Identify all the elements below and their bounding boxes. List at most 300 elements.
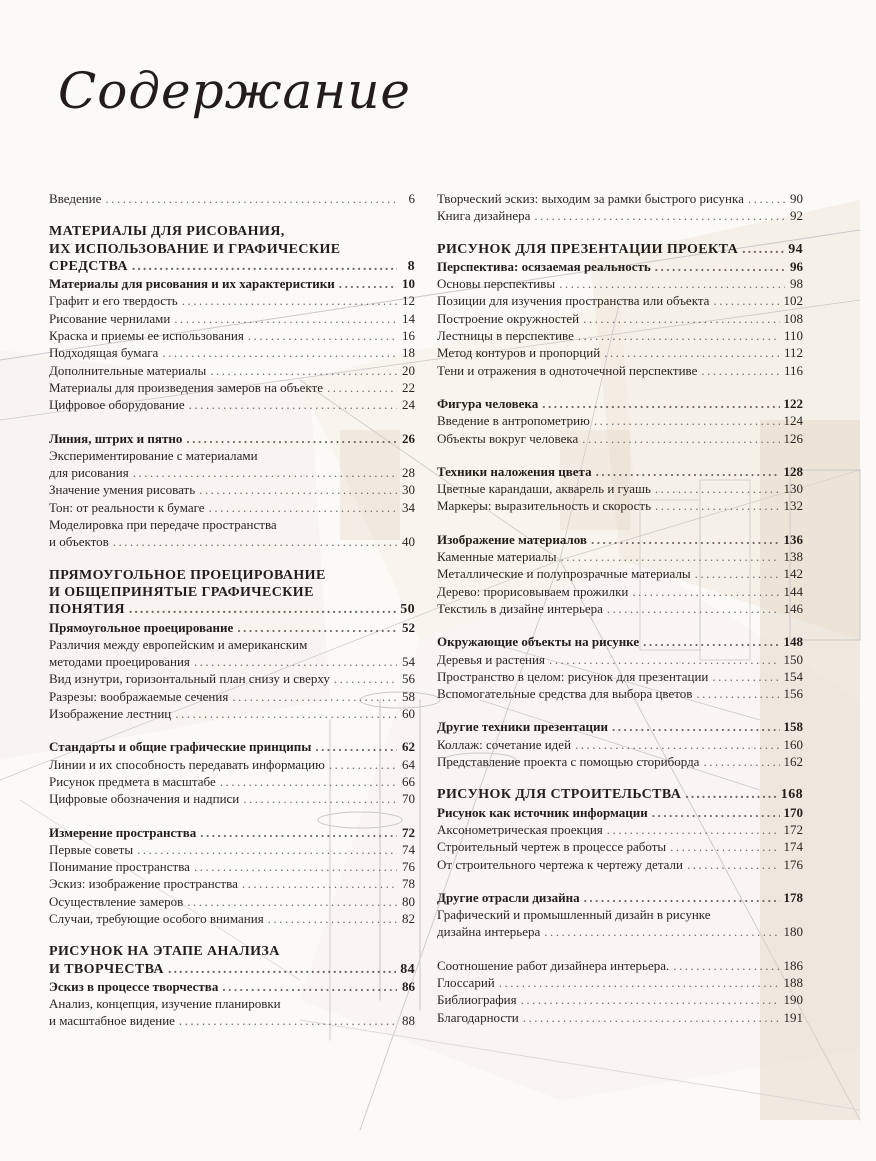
toc-entry[interactable]: [437, 906, 803, 941]
toc-entry-title: Аксонометрическая проекция: [437, 821, 603, 837]
toc-page-number: 22: [402, 379, 415, 395]
toc-entry-title: ИХ ИСПОЛЬЗОВАНИЕ И ГРАФИЧЕСКИЕ: [49, 241, 341, 257]
toc-page-number: 92: [790, 208, 803, 224]
dot-leader: [174, 310, 397, 327]
toc-entry[interactable]: [437, 838, 803, 855]
toc-entry-title: И ОБЩЕПРИНЯТЫЕ ГРАФИЧЕСКИЕ: [49, 584, 314, 600]
dot-leader: [248, 327, 397, 344]
toc-entry[interactable]: [437, 190, 803, 207]
page-title: Содержание: [58, 62, 412, 120]
dot-leader: [748, 190, 785, 207]
toc-entry[interactable]: [437, 633, 803, 650]
dot-leader: [168, 961, 396, 978]
toc-page-number: 76: [402, 859, 415, 875]
toc-entry[interactable]: [437, 821, 803, 838]
toc-entry-title: Понимание пространства: [49, 859, 190, 875]
toc-entry[interactable]: [49, 292, 415, 309]
toc-entry[interactable]: [49, 773, 415, 790]
dot-leader: [175, 705, 397, 722]
toc-entry[interactable]: [49, 516, 415, 551]
toc-entry[interactable]: [49, 705, 415, 722]
dot-leader: [534, 207, 785, 224]
toc-entry[interactable]: [437, 241, 803, 258]
toc-entry[interactable]: [437, 480, 803, 497]
dot-leader: [604, 344, 780, 361]
toc-page-number: 72: [402, 824, 415, 840]
toc-page-number: 102: [783, 293, 803, 309]
toc-entry[interactable]: [437, 395, 803, 412]
toc-entry-title: Подходящая бумага: [49, 345, 159, 361]
toc-entry[interactable]: [49, 379, 415, 396]
toc-entry-title: ПОНЯТИЯ: [49, 602, 125, 618]
toc-page-number: 82: [402, 910, 415, 926]
toc-entry-title: МАТЕРИАЛЫ ДЛЯ РИСОВАНИЯ,: [49, 224, 285, 240]
toc-entry[interactable]: [49, 824, 415, 841]
dot-leader: [242, 875, 397, 892]
toc-entry-title: Цветные карандаши, акварель и гуашь: [437, 481, 651, 497]
dot-leader: [133, 464, 397, 481]
toc-page-number: 191: [783, 1009, 803, 1025]
dot-leader: [209, 499, 397, 516]
toc-page-number: 158: [783, 719, 803, 735]
toc-entry-title: Материалы для рисования и их характеристики: [49, 276, 335, 292]
toc-entry[interactable]: [49, 327, 415, 344]
toc-page-number: 58: [402, 688, 415, 704]
toc-entry[interactable]: [49, 619, 415, 636]
toc-entry[interactable]: [437, 991, 803, 1008]
toc-entry[interactable]: [49, 670, 415, 687]
dot-leader: [591, 531, 780, 548]
toc-entry[interactable]: [437, 1009, 803, 1026]
toc-entry-title: РИСУНОК ДЛЯ СТРОИТЕЛЬСТВА: [437, 787, 682, 803]
toc-entry-title: Техники наложения цвета: [437, 463, 592, 479]
toc-entry[interactable]: [437, 583, 803, 600]
toc-page-number: 172: [783, 821, 803, 837]
toc-entry-title: Краска и приемы ее использования: [49, 328, 244, 344]
toc-page-number: 146: [783, 600, 803, 616]
toc-entry-title: и масштабное видение: [49, 1013, 175, 1029]
toc-entry-title: Построение окружностей: [437, 310, 580, 326]
toc-entry-title: Благодарности: [437, 1009, 519, 1025]
toc-page-number: 188: [783, 974, 803, 990]
toc-page-number: 62: [402, 739, 415, 755]
toc-entry[interactable]: [437, 685, 803, 702]
dot-leader: [695, 565, 780, 582]
toc-entry-title: Введение: [49, 191, 102, 206]
toc-entry-title: и объектов: [49, 534, 109, 550]
dot-leader: [561, 548, 780, 565]
dot-leader: [655, 258, 785, 275]
toc-entry-title: Линии и их способность передавать информацию: [49, 756, 325, 772]
toc-entry-title: Коллаж: сочетание идей: [437, 736, 572, 752]
toc-entry[interactable]: [49, 738, 415, 755]
toc-entry[interactable]: [437, 275, 803, 292]
toc-entry-title: Графический и промышленный дизайн в рисунке: [437, 907, 711, 923]
toc-entry-title: Библиография: [437, 992, 517, 1008]
dot-leader: [194, 653, 397, 670]
dot-leader: [105, 190, 397, 207]
toc-entry-title: для рисования: [49, 465, 129, 481]
toc-page-number: 180: [783, 924, 803, 940]
toc-entry[interactable]: [437, 600, 803, 617]
toc-page-number: 30: [402, 482, 415, 498]
dot-leader: [210, 362, 397, 379]
toc-entry[interactable]: [437, 957, 803, 974]
toc-page-number: 56: [402, 671, 415, 687]
toc-entry-title: Деревья и растения: [437, 651, 545, 667]
toc-entry[interactable]: [437, 548, 803, 565]
dot-leader: [632, 583, 779, 600]
toc-page-number: 148: [783, 634, 803, 650]
toc-entry[interactable]: [49, 756, 415, 773]
toc-entry-title: Другие отрасли дизайна: [437, 889, 580, 905]
toc-page-number: 52: [402, 619, 415, 635]
dot-leader: [182, 292, 397, 309]
toc-entry-title: Эскиз в процессе творчества: [49, 978, 219, 994]
toc-entry[interactable]: [437, 856, 803, 873]
dot-leader: [655, 497, 779, 514]
dot-leader: [549, 651, 780, 668]
toc-entry-title: Случаи, требующие особого внимания: [49, 910, 264, 926]
toc-page-number: 144: [783, 583, 803, 599]
toc-page-number: 108: [783, 310, 803, 326]
toc-entry[interactable]: [49, 223, 415, 275]
toc-page-number: 78: [402, 876, 415, 892]
dot-leader: [334, 670, 397, 687]
toc-page-number: 54: [402, 654, 415, 670]
toc-right-column: [437, 190, 803, 1026]
toc-entry-title: Измерение пространства: [49, 824, 197, 840]
toc-entry[interactable]: [437, 565, 803, 582]
dot-leader: [162, 344, 397, 361]
toc-entry[interactable]: [49, 567, 415, 619]
dot-leader: [186, 430, 397, 447]
toc-entry-title: Соотношение работ дизайнера интерьера.: [437, 957, 670, 973]
toc-page-number: 18: [402, 345, 415, 361]
toc-entry-title: Дерево: прорисовываем прожилки: [437, 583, 629, 599]
dot-leader: [670, 838, 779, 855]
toc-entry-title: Эскиз: изображение пространства: [49, 876, 238, 892]
toc-entry-title: Прямоугольное проецирование: [49, 619, 234, 635]
dot-leader: [584, 889, 780, 906]
dot-leader: [339, 275, 397, 292]
toc-page-number: 130: [783, 481, 803, 497]
toc-page-number: 128: [783, 463, 803, 479]
toc-entry-title: Основы перспективы: [437, 276, 556, 292]
dot-leader: [132, 258, 397, 275]
toc-entry[interactable]: [437, 786, 803, 803]
toc-page-number: 12: [402, 293, 415, 309]
toc-entry-title: Изображение материалов: [437, 531, 587, 547]
toc-page-number: 84: [400, 961, 415, 977]
toc-entry-title: Перспектива: осязаемая реальность: [437, 258, 651, 274]
dot-leader: [607, 600, 780, 617]
toc-page-number: 26: [402, 430, 415, 446]
toc-page-number: 186: [783, 957, 803, 973]
toc-entry[interactable]: [49, 430, 415, 447]
toc-entry-title: дизайна интерьера: [437, 924, 541, 940]
dot-leader: [187, 893, 397, 910]
dot-leader: [701, 362, 780, 379]
toc-page-number: 64: [402, 756, 415, 772]
toc-entry-title: Глоссарий: [437, 974, 495, 990]
toc-entry-title: Цифровые обозначения и надписи: [49, 791, 240, 807]
toc-entry-title: Вид изнутри, горизонтальный план снизу и сверху: [49, 671, 330, 687]
toc-page-number: 136: [783, 531, 803, 547]
toc-entry[interactable]: [437, 327, 803, 344]
toc-page-number: 70: [402, 791, 415, 807]
dot-leader: [327, 379, 397, 396]
toc-entry[interactable]: [437, 804, 803, 821]
toc-entry[interactable]: [49, 344, 415, 361]
toc-page-number: 94: [788, 241, 803, 257]
toc-page-number: 190: [783, 992, 803, 1008]
toc-page-number: 162: [783, 754, 803, 770]
toc-entry[interactable]: [437, 207, 803, 224]
toc-entry[interactable]: [49, 190, 415, 207]
toc-page-number: 24: [402, 397, 415, 413]
toc-entry-title: Разрезы: воображаемые сечения: [49, 688, 229, 704]
toc-entry-title: От строительного чертежа к чертежу детали: [437, 856, 683, 872]
toc-entry[interactable]: [437, 889, 803, 906]
dot-leader: [687, 856, 780, 873]
dot-leader: [199, 481, 397, 498]
toc-page-number: 66: [402, 773, 415, 789]
toc-entry-title: Вспомогательные средства для выбора цветов: [437, 686, 693, 702]
toc-page-number: 86: [402, 978, 415, 994]
toc-entry-title: Тени и отражения в одноточечной перспективе: [437, 362, 698, 378]
toc-page-number: 132: [783, 498, 803, 514]
toc-page-number: 138: [783, 549, 803, 565]
toc-page-number: 122: [783, 395, 803, 411]
toc-entry[interactable]: [49, 841, 415, 858]
toc-page-number: 88: [402, 1013, 415, 1029]
toc-page-number: 110: [783, 328, 803, 344]
toc-entry[interactable]: [49, 396, 415, 413]
toc-entry-title: СРЕДСТВА: [49, 258, 128, 274]
toc-page-number: 112: [783, 345, 803, 361]
dot-leader: [179, 1012, 397, 1029]
toc-entry-title: Экспериментирование с материалами: [49, 447, 258, 463]
toc-entry-title: Осуществление замеров: [49, 893, 184, 909]
toc-entry-title: Изображение лестниц: [49, 706, 172, 722]
toc-entry[interactable]: [437, 310, 803, 327]
toc-page-number: 8: [407, 258, 415, 274]
toc-page-number: 10: [402, 276, 415, 292]
toc-entry-title: Метод контуров и пропорций: [437, 345, 601, 361]
toc-entry-title: Графит и его твердость: [49, 293, 178, 309]
dot-leader: [713, 292, 779, 309]
toc-entry-title: Тон: от реальности к бумаге: [49, 499, 205, 515]
toc-entry-title: ПРЯМОУГОЛЬНОЕ ПРОЕЦИРОВАНИЕ: [49, 567, 326, 583]
toc-entry-title: Дополнительные материалы: [49, 362, 207, 378]
dot-leader: [742, 241, 784, 258]
toc-entry[interactable]: [49, 893, 415, 910]
toc-entry[interactable]: [437, 651, 803, 668]
toc-entry-title: И ТВОРЧЕСТВА: [49, 961, 164, 977]
toc-entry-title: Творческий эскиз: выходим за рамки быстрого рисунка: [437, 191, 744, 206]
toc-page-number: 6: [408, 191, 415, 206]
toc-entry-title: Рисование чернилами: [49, 310, 171, 326]
toc-entry[interactable]: [49, 995, 415, 1030]
toc-entry-title: Материалы для произведения замеров на объекте: [49, 379, 323, 395]
dot-leader: [137, 841, 397, 858]
toc-entry-title: Введение в антропометрию: [437, 413, 590, 429]
toc-entry-title: РИСУНОК ДЛЯ ПРЕЗЕНТАЦИИ ПРОЕКТА: [437, 241, 739, 257]
toc-page-number: 98: [790, 276, 803, 292]
toc-entry-title: Металлические и полупрозрачные материалы: [437, 566, 691, 582]
toc-page-number: 126: [783, 430, 803, 446]
toc-entry[interactable]: [437, 344, 803, 361]
toc-entry[interactable]: [437, 668, 803, 685]
toc-entry[interactable]: [437, 463, 803, 480]
toc-page-number: 74: [402, 841, 415, 857]
dot-leader: [189, 396, 397, 413]
dot-leader: [655, 480, 780, 497]
toc-page-number: 176: [783, 856, 803, 872]
toc-entry[interactable]: [49, 688, 415, 705]
dot-leader: [643, 633, 779, 650]
toc-entry[interactable]: [437, 292, 803, 309]
toc-page-number: 14: [402, 310, 415, 326]
dot-leader: [575, 736, 779, 753]
toc-page-number: 40: [402, 534, 415, 550]
dot-leader: [220, 773, 397, 790]
toc-entry-title: Различия между европейским и американским: [49, 636, 308, 652]
toc-entry[interactable]: [437, 258, 803, 275]
toc-entry-title: Рисунок как источник информации: [437, 804, 648, 820]
dot-leader: [523, 1009, 780, 1026]
dot-leader: [232, 688, 397, 705]
dot-leader: [578, 327, 780, 344]
dot-leader: [559, 275, 785, 292]
toc-entry[interactable]: [49, 447, 415, 482]
dot-leader: [315, 738, 397, 755]
dot-leader: [243, 790, 397, 807]
toc-entry[interactable]: [437, 736, 803, 753]
dot-leader: [544, 923, 779, 940]
toc-entry[interactable]: [437, 974, 803, 991]
toc-page-number: 150: [783, 651, 803, 667]
dot-leader: [582, 430, 779, 447]
toc-entry-title: Окружающие объекты на рисунке: [437, 634, 640, 650]
toc-entry[interactable]: [49, 943, 415, 978]
dot-leader: [329, 756, 397, 773]
toc-page-number: 160: [783, 736, 803, 752]
toc-entry[interactable]: [437, 497, 803, 514]
toc-entry-title: Линия, штрих и пятно: [49, 430, 183, 446]
toc-page-number: 156: [783, 686, 803, 702]
toc-entry-title: Маркеры: выразительность и скорость: [437, 498, 652, 514]
dot-leader: [596, 463, 780, 480]
toc-page-number: 96: [790, 258, 803, 274]
toc-page-number: 174: [783, 839, 803, 855]
toc-entry[interactable]: [437, 531, 803, 548]
dot-leader: [268, 910, 397, 927]
toc-page-number: 170: [783, 804, 803, 820]
toc-entry-title: Рисунок предмета в масштабе: [49, 773, 216, 789]
dot-leader: [703, 753, 779, 770]
toc-page-number: 154: [783, 668, 803, 684]
toc-entry-title: Моделировка при передаче пространства: [49, 517, 277, 533]
toc-entry-title: Первые советы: [49, 841, 134, 857]
toc-entry[interactable]: [49, 275, 415, 292]
dot-leader: [594, 412, 780, 429]
toc-entry[interactable]: [49, 481, 415, 498]
toc-entry-title: Пространство в целом: рисунок для презентации: [437, 668, 709, 684]
toc-entry-title: Стандарты и общие графические принципы: [49, 739, 312, 755]
toc-page-number: 116: [783, 362, 803, 378]
dot-leader: [652, 804, 780, 821]
toc-page-number: 50: [400, 602, 415, 618]
toc-entry[interactable]: [49, 858, 415, 875]
toc-entry-title: Значение умения рисовать: [49, 482, 196, 498]
toc-entry-title: Другие техники презентации: [437, 719, 609, 735]
toc-page-number: 90: [790, 191, 803, 206]
dot-leader: [222, 978, 397, 995]
toc-entry-title: методами проецирования: [49, 654, 190, 670]
toc-entry-title: Строительный чертеж в процессе работы: [437, 839, 667, 855]
dot-leader: [521, 991, 780, 1008]
toc-entry[interactable]: [437, 753, 803, 770]
toc-entry-title: Лестницы в перспективе: [437, 328, 574, 344]
dot-leader: [612, 718, 779, 735]
toc-page-number: 142: [783, 566, 803, 582]
dot-leader: [607, 821, 780, 838]
toc-page-number: 20: [402, 362, 415, 378]
toc-entry[interactable]: [437, 412, 803, 429]
toc-entry[interactable]: [437, 718, 803, 735]
toc-entry-title: Объекты вокруг человека: [437, 430, 579, 446]
toc-page-number: 28: [402, 465, 415, 481]
toc-entry[interactable]: [49, 875, 415, 892]
dot-leader: [583, 310, 779, 327]
dot-leader: [113, 533, 397, 550]
dot-leader: [712, 668, 779, 685]
toc-page-number: 124: [783, 413, 803, 429]
dot-leader: [696, 685, 779, 702]
toc-page-number: 16: [402, 328, 415, 344]
toc-entry-title: Каменные материалы: [437, 549, 557, 565]
toc-entry[interactable]: [49, 636, 415, 671]
toc-entry[interactable]: [437, 430, 803, 447]
toc-page-number: 168: [780, 787, 803, 803]
dot-leader: [685, 786, 777, 803]
toc-entry[interactable]: [49, 790, 415, 807]
dot-leader: [673, 957, 779, 974]
toc-entry[interactable]: [49, 910, 415, 927]
toc-entry-title: Фигура человека: [437, 395, 539, 411]
dot-leader: [129, 601, 396, 618]
toc-entry-title: Текстиль в дизайне интерьера: [437, 600, 603, 616]
toc-entry-title: Анализ, концепция, изучение планировки: [49, 996, 281, 1012]
dot-leader: [542, 395, 779, 412]
toc-page-number: 60: [402, 706, 415, 722]
toc-left-column: [49, 190, 415, 1030]
toc-entry[interactable]: [49, 362, 415, 379]
toc-entry-title: РИСУНОК НА ЭТАПЕ АНАЛИЗА: [49, 944, 280, 960]
toc-entry[interactable]: [49, 499, 415, 516]
toc-page-number: 80: [402, 893, 415, 909]
toc-entry[interactable]: [49, 310, 415, 327]
dot-leader: [237, 619, 397, 636]
toc-entry[interactable]: [437, 362, 803, 379]
toc-entry-title: Представление проекта с помощью сториборда: [437, 754, 700, 770]
dot-leader: [200, 824, 397, 841]
toc-entry[interactable]: [49, 978, 415, 995]
toc-page-number: 178: [783, 889, 803, 905]
dot-leader: [194, 858, 397, 875]
